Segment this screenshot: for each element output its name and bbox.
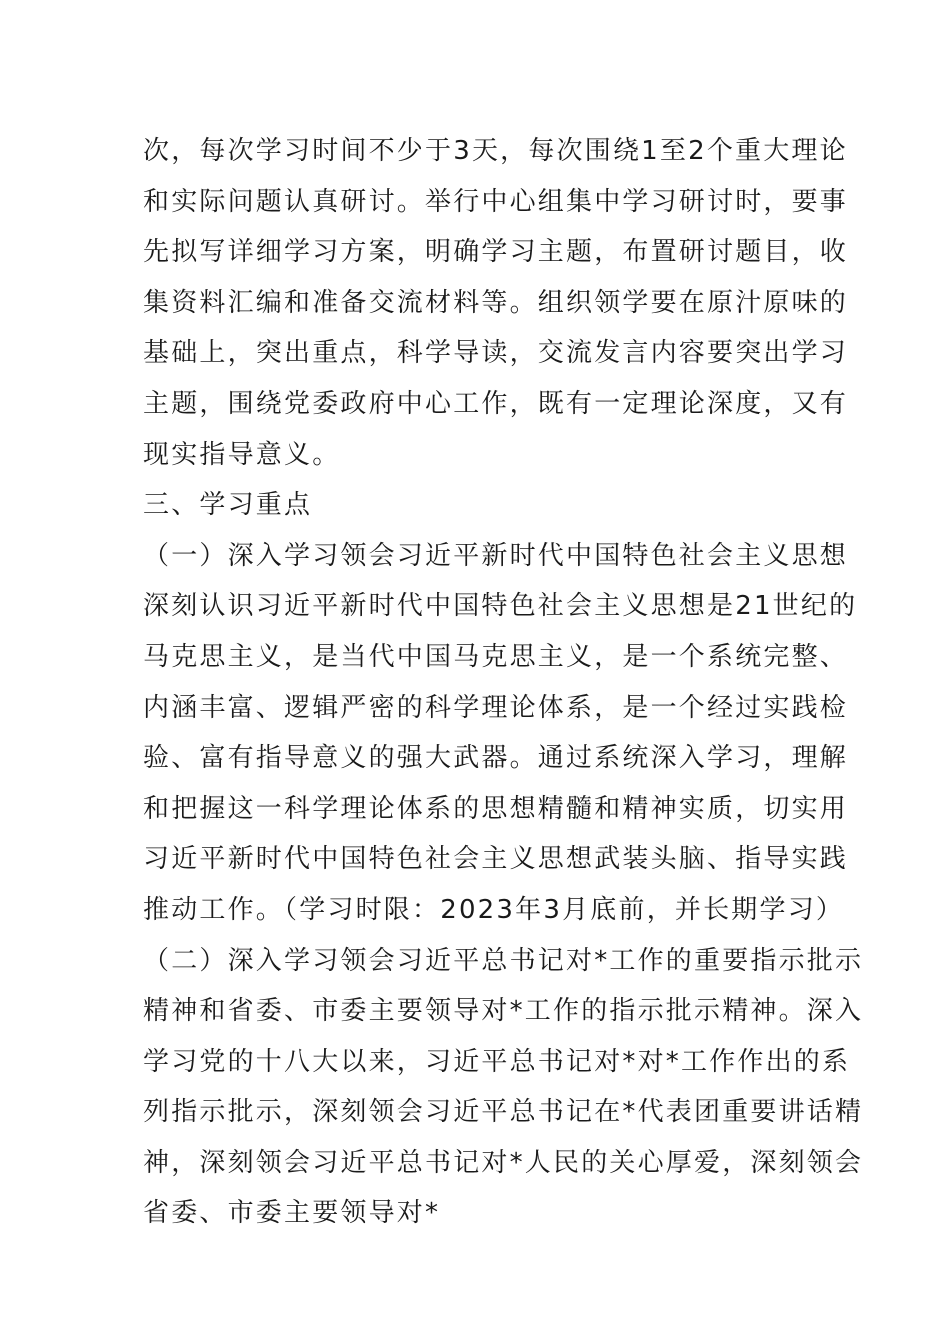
text-line: 和实际问题认真研讨。举行中心组集中学习研讨时，要事 <box>143 186 849 217</box>
text-line: 基础上，突出重点，科学导读，交流发言内容要突出学习 <box>143 338 849 369</box>
text-line: 列指示批示，深刻领会习近平总书记在*代表团重要讲话精 <box>143 1097 864 1128</box>
text-line: 验、富有指导意义的强大武器。通过系统深入学习，理解 <box>143 743 849 774</box>
text-line: 内涵丰富、逻辑严密的科学理论体系，是一个经过实践检 <box>143 692 849 723</box>
text-line: 精神和省委、市委主要领导对*工作的指示批示精神。深入 <box>143 996 864 1027</box>
text-line: 马克思主义，是当代中国马克思主义，是一个系统完整、 <box>143 641 849 672</box>
text-line: 和把握这一科学理论体系的思想精髓和精神实质，切实用 <box>143 793 849 824</box>
text-line: 次，每次学习时间不少于3天，每次围绕1至2个重大理论 <box>143 136 848 166</box>
text-line: 省委、市委主要领导对* <box>143 1198 441 1229</box>
text-line: 先拟写详细学习方案，明确学习主题，布置研讨题目，收 <box>143 237 849 268</box>
text-line: 习近平新时代中国特色社会主义思想武装头脑、指导实践 <box>143 844 849 875</box>
subsection-heading: （二）深入学习领会习近平总书记对*工作的重要指示批示 <box>143 945 864 976</box>
text-line: 深刻认识习近平新时代中国特色社会主义思想是21世纪的 <box>143 591 858 622</box>
text-line: 集资料汇编和准备交流材料等。组织领学要在原汁原味的 <box>143 287 849 318</box>
section-heading: 三、学习重点 <box>143 490 313 521</box>
document-body <box>143 126 864 1239</box>
text-line: 现实指导意义。 <box>143 439 341 470</box>
text-line: 主题，围绕党委政府中心工作，既有一定理论深度，又有 <box>143 388 849 419</box>
text-line: 神，深刻领会习近平总书记对*人民的关心厚爱，深刻领会 <box>143 1147 864 1178</box>
subsection-heading: （一）深入学习领会习近平新时代中国特色社会主义思想 <box>143 540 849 571</box>
text-line: 学习党的十八大以来，习近平总书记对*对*工作作出的系 <box>143 1046 851 1077</box>
text-line: 推动工作。（学习时限：2023年3月底前，并长期学习） <box>143 894 845 925</box>
